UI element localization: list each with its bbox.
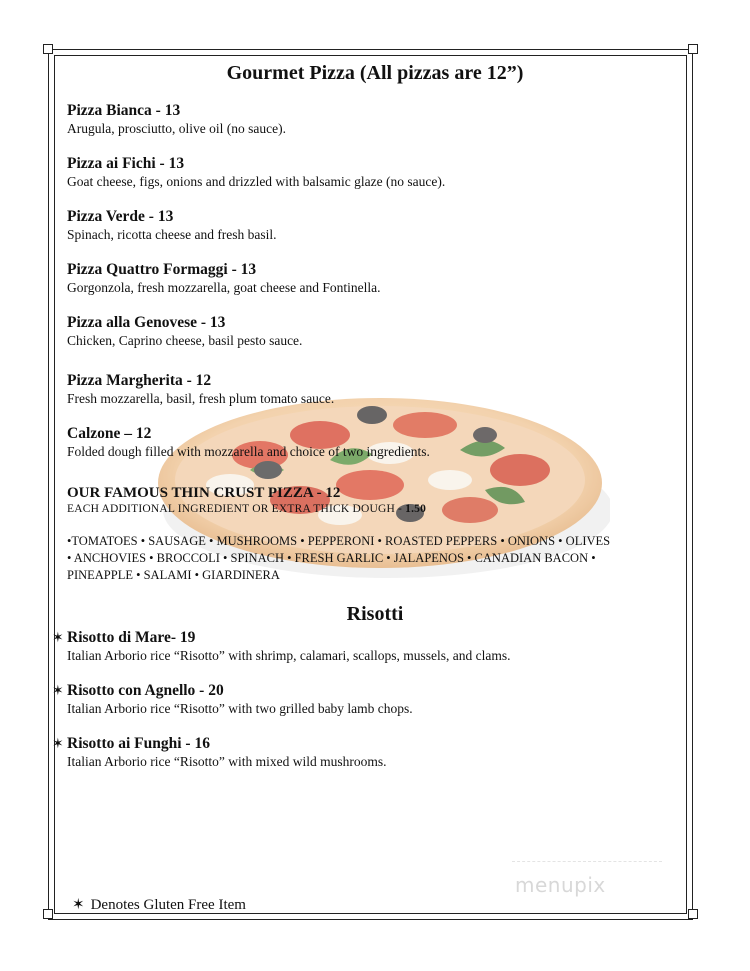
menu-item-name: Pizza alla Genovese - 13 [67,314,226,331]
menu-item-name: Pizza Quattro Formaggi - 13 [67,261,257,278]
extra-ingredient-note [67,502,667,516]
toppings-line: •TOMATOES • SAUSAGE • MUSHROOMS • PEPPERONI • ROASTED PEPPERS • ONIONS • OLIVES [67,534,611,548]
menu-item [67,155,667,190]
toppings-list [67,533,667,584]
menu-item [52,682,667,717]
frame-corner-ornament [43,909,53,919]
menu-item-description: Italian Arborio rice “Risotto” with mixed wild mushrooms. [67,754,387,769]
menu-item-description: Fresh mozzarella, basil, fresh plum tomato sauce. [67,391,335,406]
menu-item-description: Spinach, ricotta cheese and fresh basil. [67,227,277,242]
frame-corner-ornament [688,44,698,54]
menu-item-name: Risotto di Mare- 19 [67,629,196,646]
watermark-logo: menupix [515,873,606,897]
menu-item-name: Pizza ai Fichi - 13 [67,155,185,172]
extra-ingredient-price: 1.50 [405,503,427,515]
menu-item [52,629,667,664]
menu-item-description: Gorgonzola, fresh mozzarella, goat cheese and Fontinella. [67,280,381,295]
menu-item-description: Arugula, prosciutto, olive oil (no sauce). [67,121,286,136]
menu-item-name: Risotto con Agnello - 20 [67,682,224,699]
menu-item-description: Folded dough filled with mozzarella and choice of two ingredients. [67,444,430,459]
section-title-risotti: Risotti [346,603,404,625]
menu-item [67,102,667,137]
frame-corner-ornament [688,909,698,919]
thin-crust-pizza-name: OUR FAMOUS THIN CRUST PIZZA - 12 [67,485,341,501]
menu-item-description: Italian Arborio rice “Risotto” with two grilled baby lamb chops. [67,701,413,716]
menu-item-name: Calzone – 12 [67,425,152,442]
menu-item [67,314,667,349]
menu-item [67,425,667,460]
extra-ingredient-text: EACH ADDITIONAL INGREDIENT OR EXTRA THICK DOUGH - [67,503,406,515]
gluten-free-star-icon: ✶ [72,897,85,913]
menu-item-name: Risotto ai Funghi - 16 [67,735,210,752]
menu-item-description: Chicken, Caprino cheese, basil pesto sauce. [67,333,303,348]
footnote-text: Denotes Gluten Free Item [90,897,246,913]
menu-item-name: Pizza Verde - 13 [67,208,174,225]
frame-corner-ornament [43,44,53,54]
toppings-line: PINEAPPLE • SALAMI • GIARDINERA [67,568,280,582]
gluten-free-star-icon: ✶ [52,684,64,699]
menu-item [52,735,667,770]
menu-item [67,372,667,407]
gluten-free-star-icon: ✶ [52,737,64,752]
menu-item-description: Goat cheese, figs, onions and drizzled with balsamic glaze (no sauce). [67,174,446,189]
menu-item-name: Pizza Bianca - 13 [67,102,181,119]
gluten-free-footnote [72,895,246,914]
section-title-gourmet-pizza: Gourmet Pizza (All pizzas are 12”) [226,62,524,84]
menu-item-description: Italian Arborio rice “Risotto” with shrimp, calamari, scallops, mussels, and clams. [67,648,511,663]
menu-item [67,261,667,296]
toppings-line: • ANCHOVIES • BROCCOLI • SPINACH • FRESH GARLIC • JALAPENOS • CANADIAN BACON • [67,551,596,565]
gluten-free-star-icon: ✶ [52,631,64,646]
watermark-rule [512,861,662,862]
thin-crust-pizza-item [67,484,667,516]
menu-item [67,208,667,243]
menu-item-name: Pizza Margherita - 12 [67,372,212,389]
